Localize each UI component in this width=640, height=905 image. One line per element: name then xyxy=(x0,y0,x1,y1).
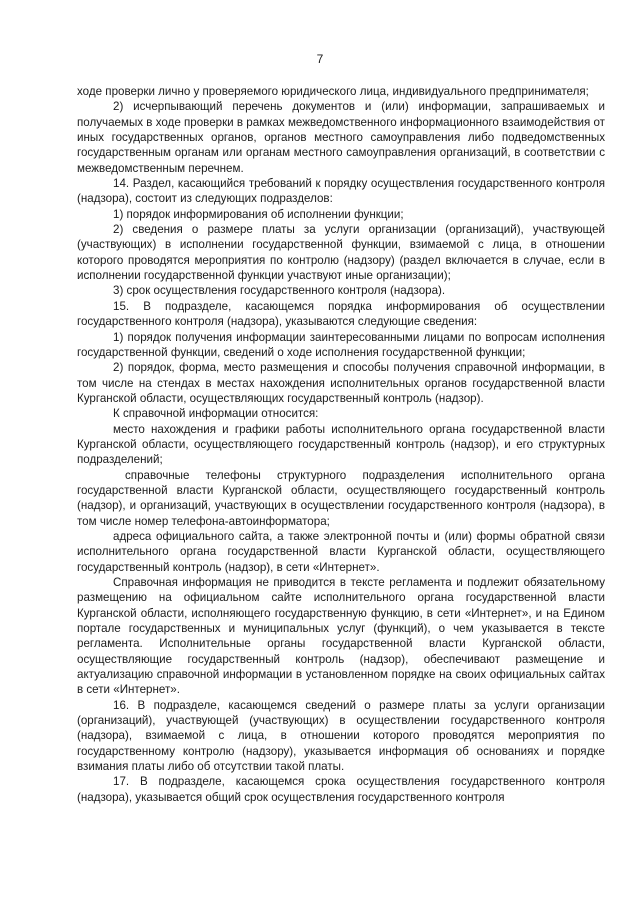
page-number: 7 xyxy=(316,52,324,66)
paragraph-website-email: адреса официального сайта, а также электронной почты и (или) формы обратной связи исполнительного органа государственной власти Курганской области, осуществляющего государственный контроль (надзор), в сети «Интернет». xyxy=(77,529,605,574)
paragraph-14: 14. Раздел, касающийся требований к порядку осуществления государственного контроля (надзора), состоит из следующих подразделов: xyxy=(77,177,605,206)
paragraph-reference-placement: Справочная информация не приводится в тексте регламента и подлежит обязательному размещению на официальном сайте исполнительного органа государственной власти Курганской области, исполняющего государственную функцию, в сети «Интернет», и на Едином портале государственных и муниципальных услуг (функций), о чем указывается в тексте регламента. Исполнительные органы государственной власти Курганской области, осуществляющие государственный контроль (надзор), обеспечивают размещение и актуализацию справочной информации в установленном порядке на своих официальных сайтах в сети «Интернет». xyxy=(77,576,605,697)
paragraph-14-item-2: 2) сведения о размере платы за услуги организации (организаций), участвующей (участвующих) в исполнении государственной функции, взимаемой с лица, в отношении которого проводятся мероприятия по контролю (надзору) (раздел включается в случае, если в исполнении государственной функции участвуют иные организации); xyxy=(77,223,605,283)
paragraph-17: 17. В подразделе, касающемся срока осуществления государственного контроля (надзора), указывается общий срок осуществления государственного контроля xyxy=(77,775,605,804)
paragraph-15-item-2: 2) порядок, форма, место размещения и способы получения справочной информации, в том числе на стендах в местах нахождения исполнительных органов государственной власти Курганской области, осуществляющих государственный контроль (надзор). xyxy=(77,361,605,405)
paragraph-item-2-document-list: 2) исчерпывающий перечень документов и (или) информации, запрашиваемых и получаемых в ходе проверки в рамках межведомственного информационного взаимодействия от иных государственных органов, органов местного самоуправления либо подведомственных государственным органам или органам местного самоуправления организаций, в соответствии с межведомственным перечнем. xyxy=(77,100,605,175)
document-body xyxy=(77,84,605,805)
paragraph-phones: справочные телефоны структурного подразделения исполнительного органа государственной власти Курганской области, осуществляющего государственный контроль (надзор), и организаций, участвующих в осуществлении государственного контроля (надзора), в том числе номер телефона-автоинформатора; xyxy=(77,468,605,528)
paragraph-14-item-1: 1) порядок информирования об исполнении функции; xyxy=(113,207,404,221)
paragraph-15: 15. В подразделе, касающемся порядка информирования об осуществлении государственного контроля (надзора), указываются следующие сведения: xyxy=(77,299,605,329)
paragraph-location-schedule: место нахождения и графики работы исполнительного органа государственной власти Курганской области, осуществляющего государственный контроль (надзор), и его структурных подразделений; xyxy=(77,422,605,467)
paragraph-14-item-3: 3) срок осуществления государственного контроля (надзора). xyxy=(113,284,446,298)
paragraph-continuation: ходе проверки лично у проверяемого юридического лица, индивидуального предпринимателя; xyxy=(77,85,589,98)
paragraph-16: 16. В подразделе, касающемся сведений о размере платы за услуги организации (организаций), участвующей (участвующих) в осуществлении государственного контроля (надзора), взимаемой с лица, в отношении которого проводятся мероприятия по государственному контролю (надзору), указывается информация об основаниях и порядке взимания платы либо об отсутствии такой платы. xyxy=(77,698,605,774)
paragraph-15-item-1: 1) порядок получения информации заинтересованными лицами по вопросам исполнения государственной функции, сведений о ходе исполнения государственной функции; xyxy=(77,330,605,359)
paragraph-reference-info-heading: К справочной информации относится: xyxy=(113,407,319,421)
